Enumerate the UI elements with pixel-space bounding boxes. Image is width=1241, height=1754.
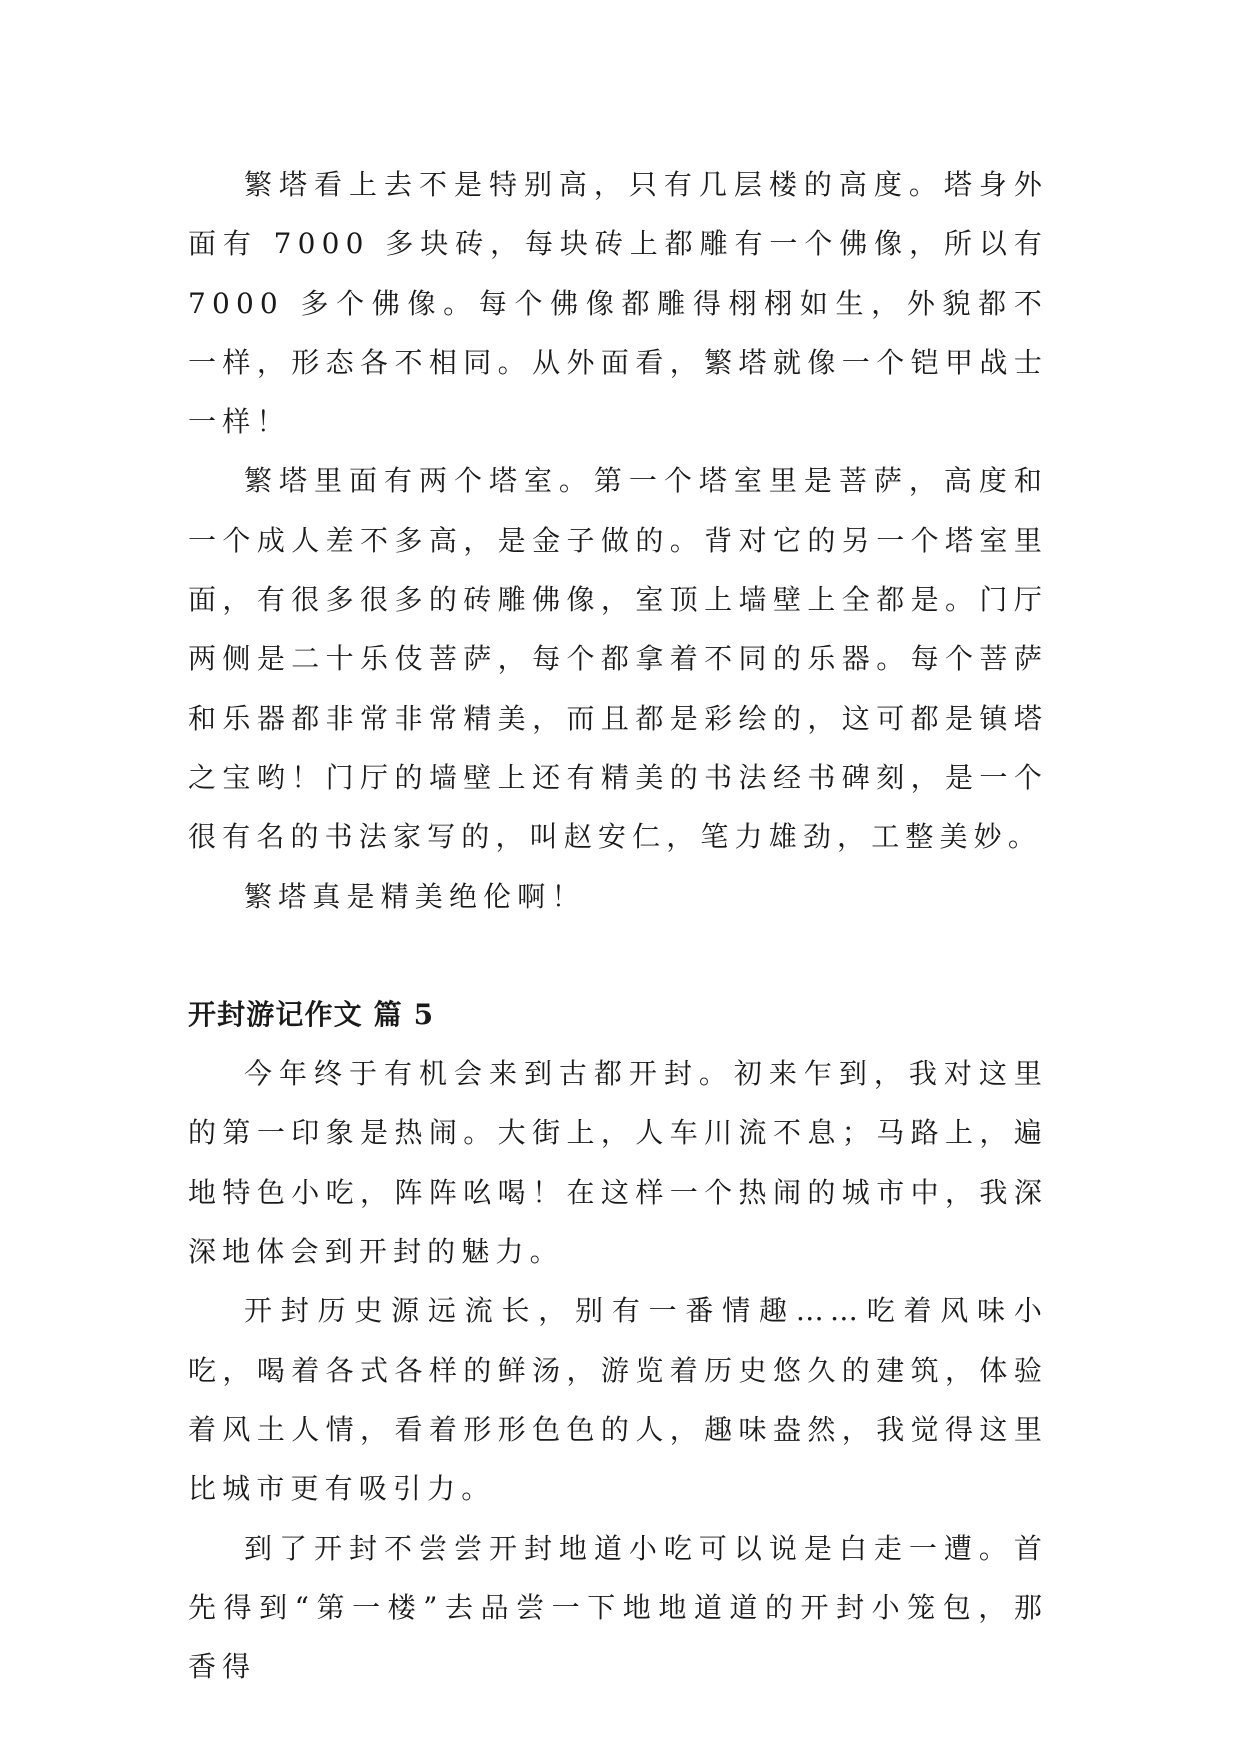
paragraph-fanta-conclusion: 繁塔真是精美绝伦啊！ <box>244 879 586 913</box>
paragraph-snacks: 到了开封不尝尝开封地道小吃可以说是白走一遭。首先得到“第一楼”去品尝一下地地道道的开封小笼包，那香得 <box>188 1531 1048 1684</box>
paragraph-fanta-interior: 繁塔里面有两个塔室。第一个塔室里是菩萨，高度和一个成人差不多高，是金子做的。背对它的另一个塔室里面，有很多很多的砖雕佛像，室顶上墙壁上全都是。门厅两侧是二十乐伎菩萨，每个都拿着不同的乐器。每个菩萨和乐器都非常非常精美，而且都是彩绘的，这可都是镇塔之宝哟！门厅的墙壁上还有精美的书法经书碑刻，是一个很有名的书法家写的，叫赵安仁，笔力雄劲，工整美妙。 <box>188 464 1048 854</box>
document-body <box>188 155 1048 1696</box>
paragraph-history: 开封历史源远流长，别有一番情趣……吃着风味小吃，喝着各式各样的鲜汤，游览着历史悠久的建筑，体验着风土人情，看着形形色色的人，趣味盎然，我觉得这里比城市更有吸引力。 <box>188 1294 1048 1506</box>
paragraph-fanta-exterior: 繁塔看上去不是特别高，只有几层楼的高度。塔身外面有 7000 多块砖，每块砖上都雕有一个佛像，所以有 7000 多个佛像。每个佛像都雕得栩栩如生，外貌都不一样，形态各不相同。从外面看，繁塔就像一个铠甲战士一样！ <box>188 168 1048 439</box>
paragraph-first-impression: 今年终于有机会来到古都开封。初来乍到，我对这里的第一印象是热闹。大街上，人车川流不息；马路上，遍地特色小吃，阵阵吆喝！在这样一个热闹的城市中，我深深地体会到开封的魅力。 <box>188 1057 1048 1269</box>
section-heading: 开封游记作文 篇 5 <box>188 997 435 1031</box>
